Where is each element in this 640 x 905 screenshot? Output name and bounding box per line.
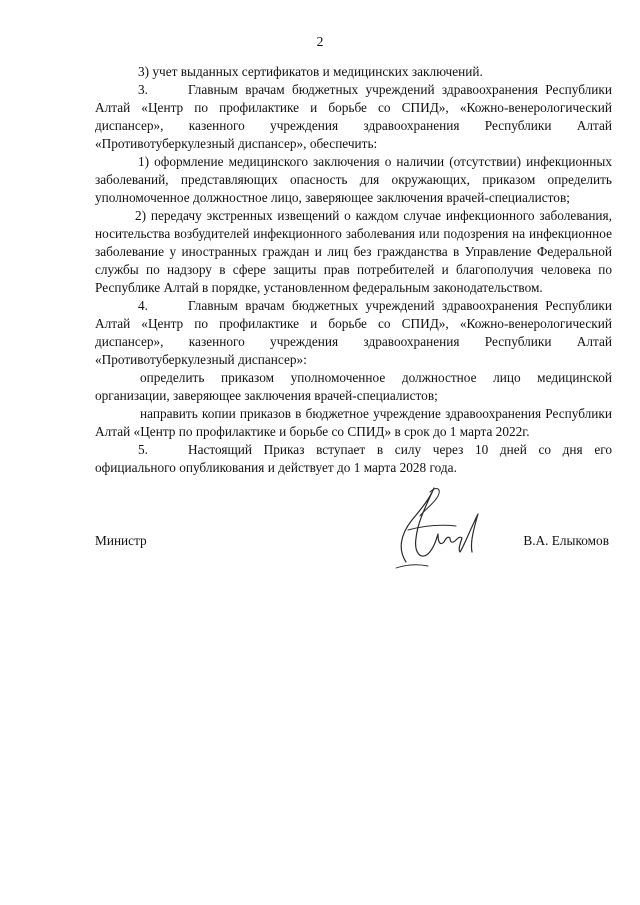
paragraph-text: Главным врачам бюджетных учреждений здравоохранения Республики Алтай «Центр по профилактике и борьбе со СПИД», «Кожно-венерологический диспансер», казенного учреждения здравоохранения Республики Алтай «Противотуберкулезный диспансер»: (95, 298, 612, 367)
paragraph-section-5 (95, 441, 612, 477)
paragraph-item-3-1 (95, 153, 612, 207)
paragraph-section-4 (95, 297, 612, 369)
paragraph-text: 3) учет выданных сертификатов и медицинских заключений. (138, 64, 483, 79)
paragraph-text: определить приказом уполномоченное должностное лицо медицинской организации, заверяющее заключения врачей-специалистов; (95, 370, 612, 403)
paragraph-section-3 (95, 81, 612, 153)
document-body (95, 63, 612, 477)
paragraph-item-3-3 (95, 63, 612, 81)
paragraph-text: Настоящий Приказ вступает в силу через 10 дней со дня его официального опубликования и действует до 1 марта 2028 года. (95, 442, 612, 475)
handwritten-signature (378, 480, 488, 575)
signer-title: Министр (95, 533, 147, 548)
signer-name: В.А. Елыкомов (523, 533, 609, 548)
paragraph-item-4-2 (95, 405, 612, 441)
paragraph-text: направить копии приказов в бюджетное учреждение здравоохранения Республики Алтай «Центр по профилактике и борьбе со СПИД» в срок до 1 марта 2022г. (95, 406, 612, 439)
page-number: 2 (316, 34, 324, 49)
paragraph-item-3-2 (95, 207, 612, 297)
section-number: 4. (138, 298, 148, 313)
paragraph-text: Главным врачам бюджетных учреждений здравоохранения Республики Алтай «Центр по профилактике и борьбе со СПИД», «Кожно-венерологический диспансер», казенного учреждения здравоохранения Республики Алтай «Противотуберкулезный диспансер», обеспечить: (95, 82, 612, 151)
section-number: 5. (138, 442, 148, 457)
section-number: 3. (138, 82, 148, 97)
paragraph-item-4-1 (95, 369, 612, 405)
paragraph-text: 1) оформление медицинского заключения о наличии (отсутствии) инфекционных заболеваний, представляющих опасность для окружающих, приказом определить уполномоченное должностное лицо, заверяющее заключения врачей-специалистов; (95, 154, 612, 205)
paragraph-text: 2) передачу экстренных извещений о каждом случае инфекционного заболевания, носительства возбудителей инфекционного заболевания или подозрения на инфекционное заболевание у иностранных граждан и лиц без гражданства в Управление Федеральной службы по надзору в сфере защиты прав потребителей и благополучия человека по Республике Алтай в порядке, установленном федеральным законодательством. (95, 208, 612, 295)
